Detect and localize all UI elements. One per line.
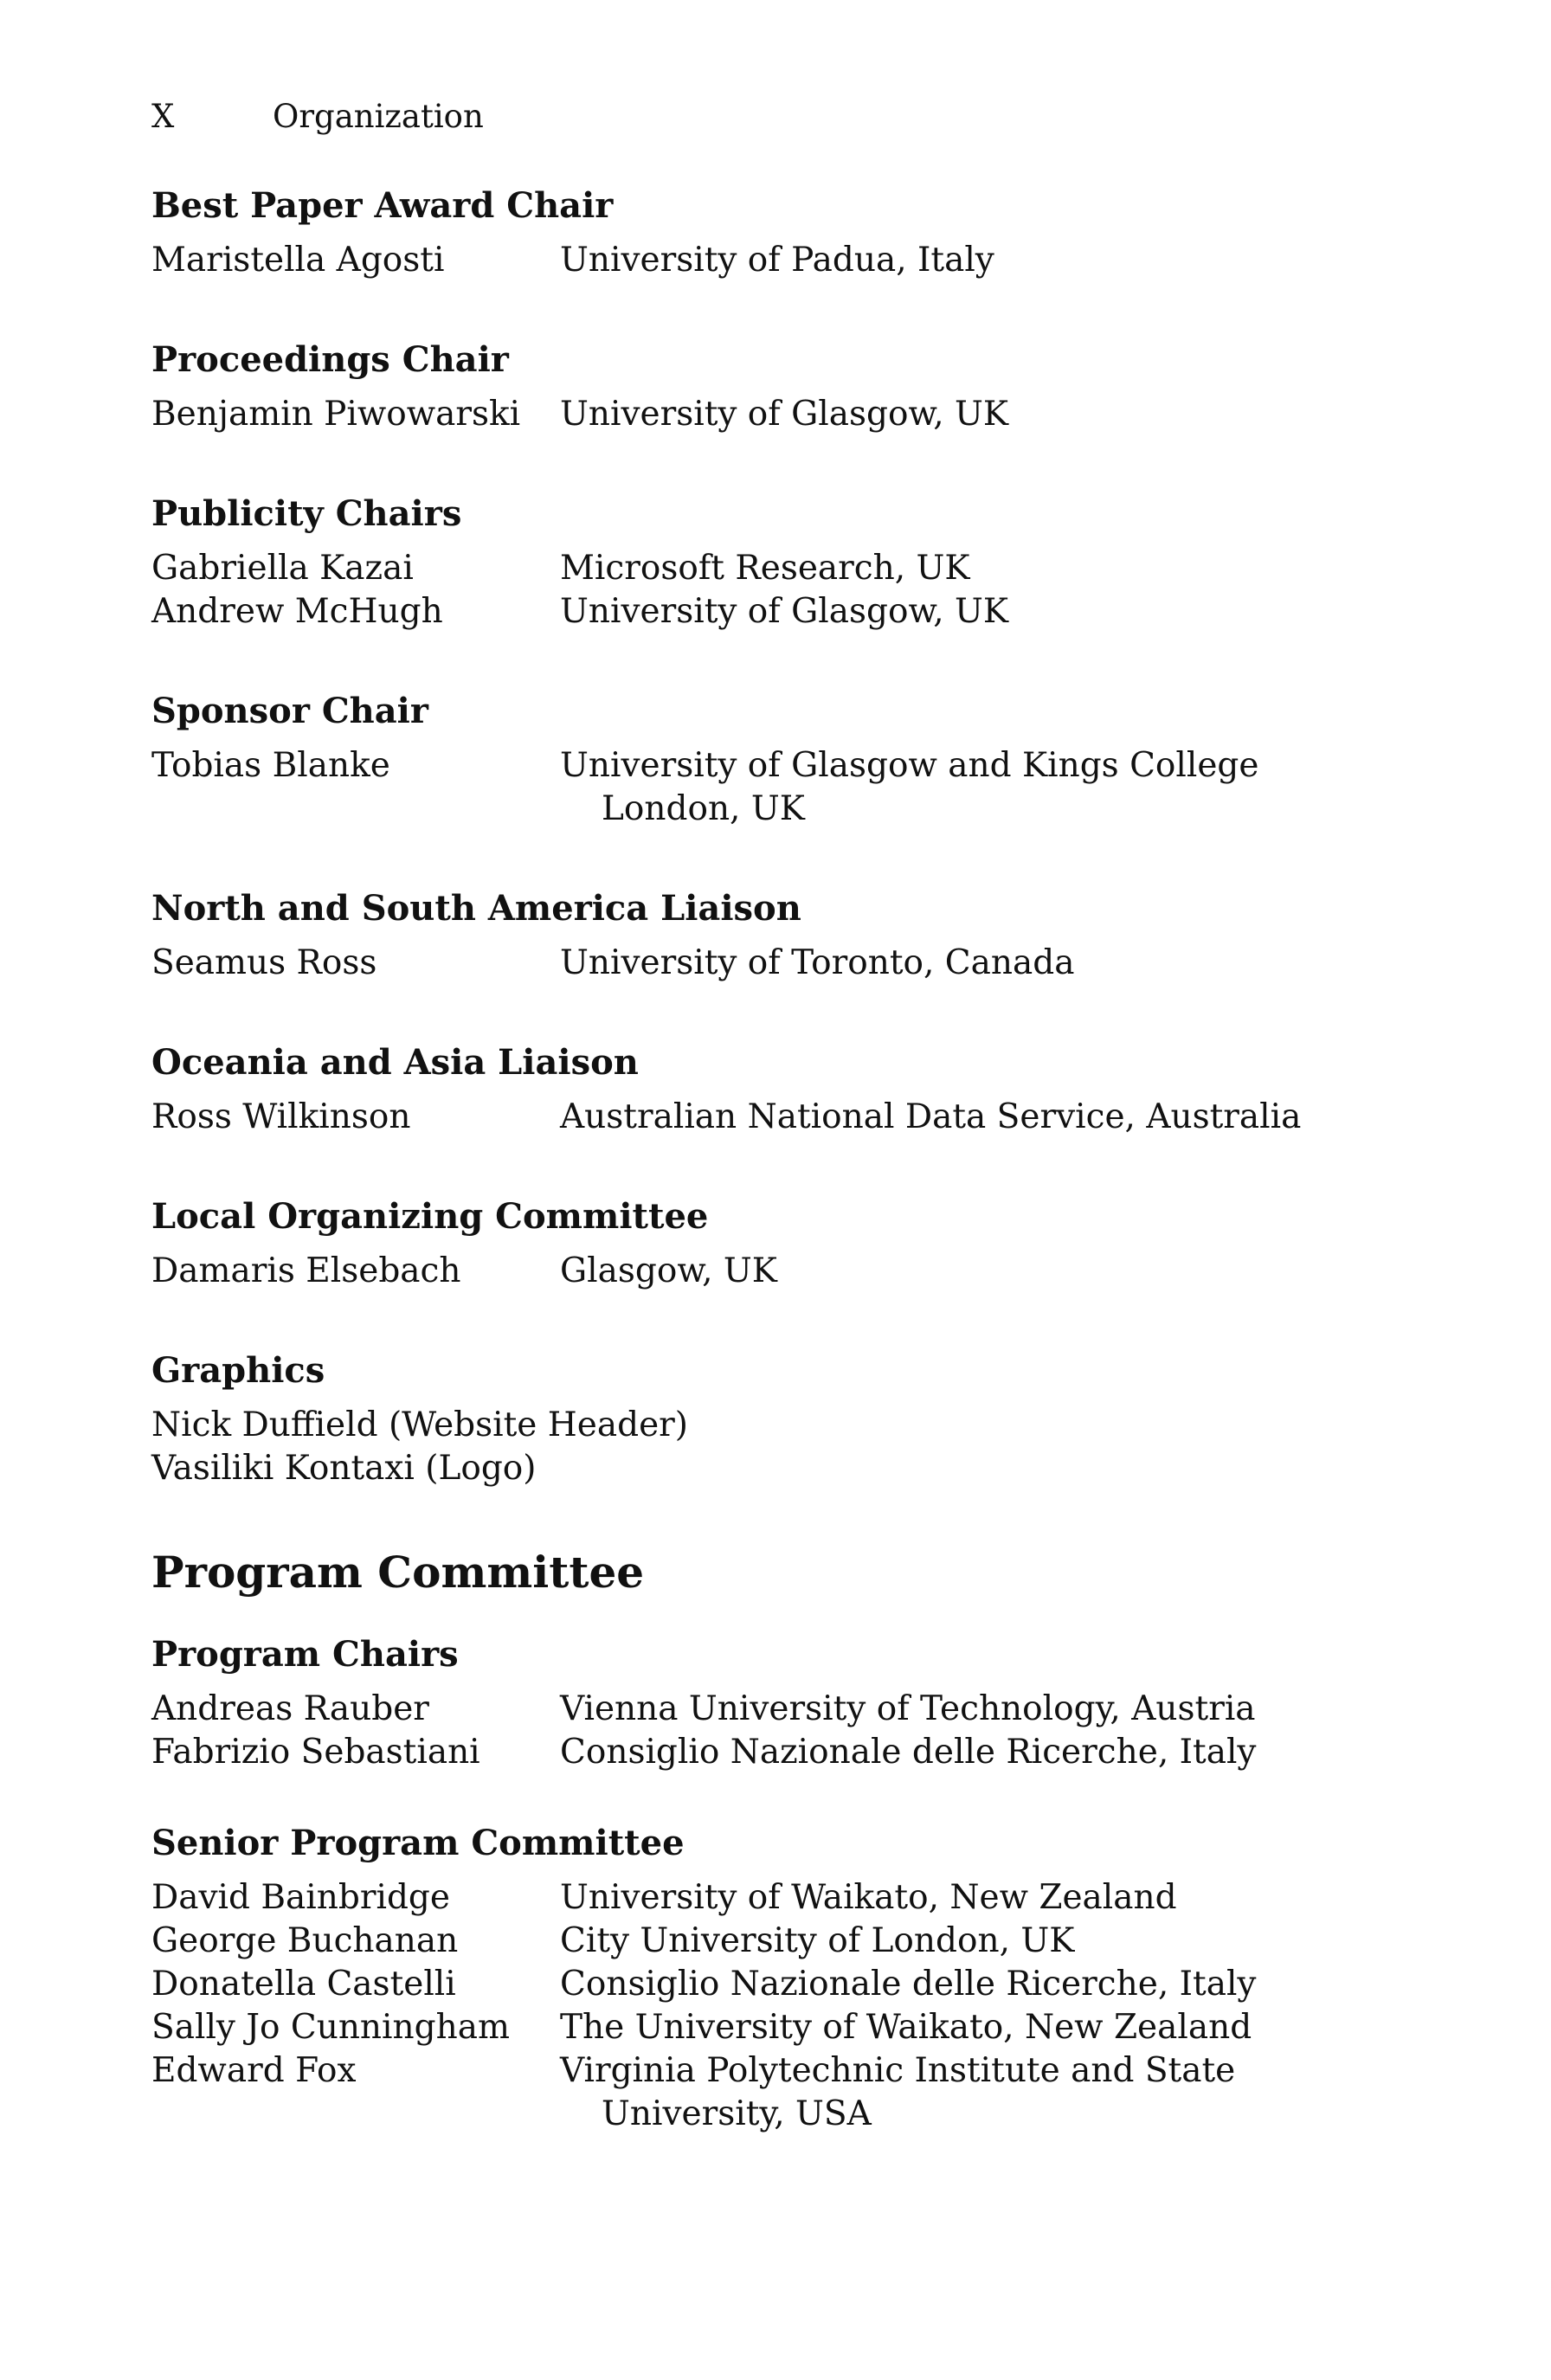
member-name: Gabriella Kazai	[151, 549, 414, 588]
member-entry	[151, 239, 1450, 282]
member-affiliation: University of Waikato, New Zealand	[560, 1878, 1177, 1917]
member-name: Ross Wilkinson	[151, 1097, 411, 1136]
member-entry	[151, 1096, 1450, 1139]
member-affiliation: University of Toronto, Canada	[560, 943, 1075, 982]
running-head	[151, 95, 484, 138]
member-name: Andrew McHugh	[151, 592, 443, 631]
member-affiliation: City University of London, UK	[560, 1921, 1075, 1960]
member-affiliation: University of Padua, Italy	[560, 241, 994, 280]
section-proceedings-chair	[151, 334, 1450, 436]
member-name: Fabrizio Sebastiani	[151, 1733, 480, 1772]
member-affiliation: Australian National Data Service, Australia	[560, 1097, 1302, 1136]
member-entry	[151, 1876, 1450, 1920]
member-name: Benjamin Piwowarski	[151, 395, 521, 434]
member-name: Maristella Agosti	[151, 241, 445, 280]
member-affiliation: Virginia Polytechnic Institute and State University, USA	[560, 2051, 1236, 2133]
running-title: Organization	[273, 98, 484, 135]
member-name: Tobias Blanke	[151, 746, 390, 785]
member-entry	[151, 1963, 1450, 2006]
member-entry	[151, 590, 1450, 634]
member-name: Edward Fox	[151, 2051, 357, 2090]
member-name: George Buchanan	[151, 1921, 459, 1960]
member-affiliation: University of Glasgow, UK	[560, 395, 1009, 434]
graphics-credit: Nick Duffield (Website Header)	[151, 1405, 689, 1444]
member-affiliation: Microsoft Research, UK	[560, 549, 970, 588]
member-affiliation: Vienna University of Technology, Austria	[560, 1689, 1256, 1728]
section-title: Oceania and Asia Liaison	[151, 1042, 639, 1083]
member-affiliation: University of Glasgow and Kings College London, UK	[560, 746, 1259, 828]
member-entry	[151, 1920, 1450, 1963]
part-title-program-committee: Program Committee	[151, 1547, 645, 1598]
page-number: X	[151, 98, 175, 135]
section-publicity-chairs	[151, 488, 1450, 634]
section-title: Program Chairs	[151, 1634, 459, 1675]
member-entry	[151, 2006, 1450, 2049]
member-entry	[151, 2049, 1450, 2136]
page-content	[151, 180, 1450, 2188]
section-americas-liaison	[151, 883, 1450, 985]
member-entry	[151, 547, 1450, 590]
member-name: Donatella Castelli	[151, 1965, 456, 2004]
member-affiliation: The University of Waikato, New Zealand	[560, 2008, 1252, 2047]
member-entry	[151, 393, 1450, 436]
member-name: David Bainbridge	[151, 1878, 450, 1917]
member-entry	[151, 744, 1450, 831]
member-affiliation: University of Glasgow, UK	[560, 592, 1009, 631]
section-title: Best Paper Award Chair	[151, 185, 614, 226]
section-title: Graphics	[151, 1350, 325, 1391]
member-name: Damaris Elsebach	[151, 1251, 461, 1290]
member-affiliation: Consiglio Nazionale delle Ricerche, Italy	[560, 1965, 1257, 2004]
member-entry	[151, 1250, 1450, 1293]
section-title: Publicity Chairs	[151, 493, 462, 534]
section-title: Sponsor Chair	[151, 691, 428, 731]
member-entry	[151, 1731, 1450, 1774]
section-senior-program-committee	[151, 1817, 1450, 2136]
member-name: Andreas Rauber	[151, 1689, 429, 1728]
section-sponsor-chair	[151, 685, 1450, 831]
section-graphics	[151, 1345, 1450, 1490]
member-name: Seamus Ross	[151, 943, 377, 982]
section-title: Senior Program Committee	[151, 1823, 685, 1863]
graphics-credit: Vasiliki Kontaxi (Logo)	[151, 1449, 537, 1488]
member-entry	[151, 1688, 1450, 1731]
section-program-chairs	[151, 1629, 1450, 1774]
section-oceania-asia-liaison	[151, 1037, 1450, 1139]
member-affiliation: Glasgow, UK	[560, 1251, 777, 1290]
section-best-paper-award-chair	[151, 180, 1450, 282]
section-local-organizing-committee	[151, 1191, 1450, 1293]
member-affiliation: Consiglio Nazionale delle Ricerche, Italy	[560, 1733, 1257, 1772]
member-entry	[151, 942, 1450, 985]
member-name: Sally Jo Cunningham	[151, 2008, 510, 2047]
section-title: Local Organizing Committee	[151, 1196, 709, 1237]
section-title: Proceedings Chair	[151, 339, 509, 380]
section-title: North and South America Liaison	[151, 888, 801, 929]
